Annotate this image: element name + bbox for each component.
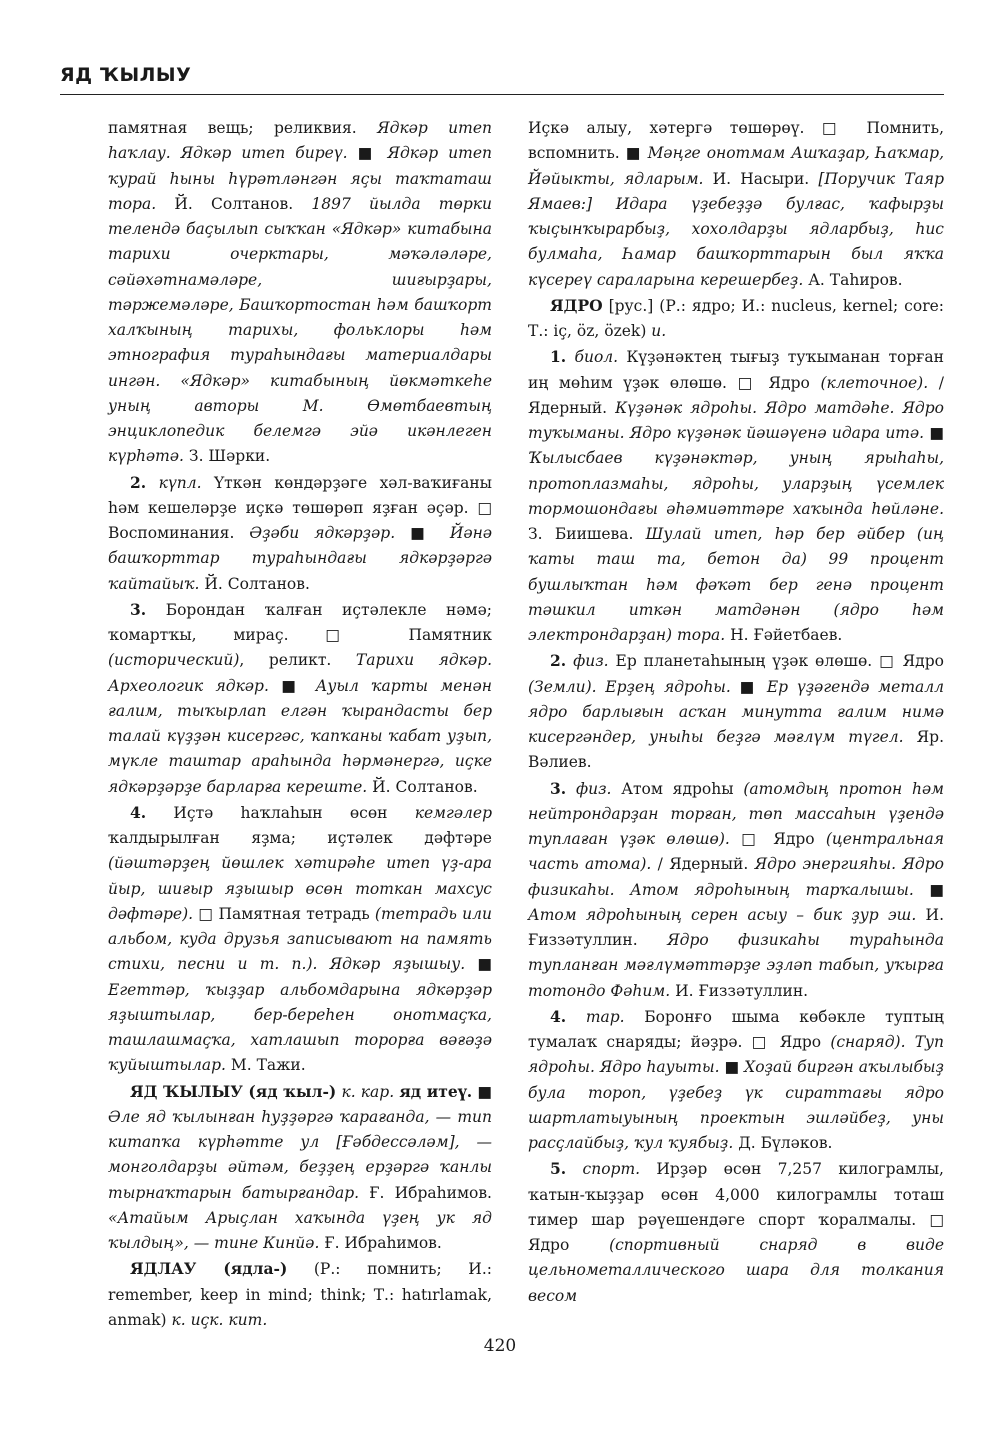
right-column: [528, 116, 944, 1309]
entry-paragraph: 3. Борондан ҡалған иҫтәлекле нәмә; ҡомартҡы, мираҫ. □ Памятник (исторический), реликт. Тарихи ядкәр. Археологик ядкәр. ■ Ауыл ҡарты менән ғалим, тыҡырлап елгән ҡырандасты бер талай күҙҙән кисергәс, ҡапҡаны ҡабат уҙып, мүкле таштар араһында һәрмәнергә, иҫке ядкәрҙәрҙе барларға кереште. Й. Солтанов.: [108, 599, 492, 796]
entry-paragraph: 1. биол. Күҙәнәктең тығыҙ туҡыманан торған иң мөһим үҙәк өлөшө. □ Ядро (клеточное). / Ядерный. Күҙәнәк ядроһы. Ядро матдәһе. Ядро туҡыманы. Ядро күҙәнәк йәшәүенә идара итә. ■ Ҡылысбаев күҙәнәктәр, уның ярыһаһы, протоплазмаһы, ядроһы, уларҙың үсемлек тормошондағы әһәмиәттәре хаҡында һөйләне. З. Биишева. Шулай итеп, һәр бер әйбер (иң ҡаты таш та, бетон да) 99 процент бушлыҡтан һәм фәҡәт бер генә процент тәшкил иткән матдәнән (ядро һәм электрондарҙан) тора. Н. Ғәйетбаев.: [528, 347, 944, 644]
entry-paragraph: ЯДРО [рус.] (Р.: ядро; И.: nucleus, kernel; core: Т.: iç, öz, özek) и.: [528, 295, 944, 340]
entry-paragraph: ЯД ҠЫЛЫУ (яд ҡыл-) к. кар. яд итеү. ■ Әле яд ҡылынған һуҙҙәргә ҡарағанда, — тип китапҡа күрһәтте ул [Ғәбдессәләм], — монголдарҙы әйтәм, беҙҙең ерҙәргә ҡанлы тырнаҡтарын батырғандар. Ғ. Ибраһимов. «Атайым Арыҫлан хаҡында үҙең ук яд ҡылдың», — тине Кинйә. Ғ. Ибраһимов.: [108, 1081, 492, 1252]
entry-paragraph: 5. спорт. Ирҙәр өсөн 7,257 килограмлы, ҡатын-ҡыҙҙар өсөн 4,000 килограмлы тоташ тимер шар рәүешендәге спорт ҡоралмалы. □ Ядро (спортивный снаряд в виде цельнометаллического шара для толкания весом: [528, 1159, 944, 1305]
running-header: [60, 58, 944, 95]
entry-paragraph: Иҫкә алыу, хәтергә төшөрөү. □ Помнить, вспомнить. ■ Мәңге онотмам Ашҡаҙар, Һаҡмар, Йәйыкты, ядларым. И. Насыри. [Поручик Таяр Ямаев:] Идара үҙебеҙҙә булғас, ҡафырҙы ҡыҫынҡырарбыҙ, хохолдарҙы ядларбыҙ, һис булмаһа, Һамар башҡорттарын был яҡҡа күсереү сараларына керешербеҙ. А. Таһиров.: [528, 119, 945, 289]
entry-paragraph: 2. күпл. Үткән көндәрҙәге хәл-ваҡиғаны һәм кешеләрҙе иҫкә төшөрөп яҙған әҫәр. □ Воспоминания. Әҙәби ядкәрҙәр. ■ Йәнә башҡорттар тураһындағы ядкәрҙәргә ҡайтайыҡ. Й. Солтанов.: [108, 472, 492, 593]
entry-paragraph: 3. физ. Атом ядроһы (атомдың протон һәм нейтрондарҙан торған, төп массаһын үҙендә туплаған үҙәк өлөшө). □ Ядро (центральная часть атома). / Ядерный. Ядро энергияһы. Ядро физикаһы. Атом ядроһының тарҡалышы. ■ Атом ядроһының серен асыу – бик ҙур эш. И. Ғиззәтуллин. Ядро физикаһы тураһында тупланған мәғлүмәттәрҙе эҙләп табып, уҡырға тотондо Фәһим. И. Ғиззәтуллин.: [528, 778, 945, 1000]
entry-paragraph: памятная вещь; реликвия. Ядкәр итеп һаҡлау. Ядкәр итеп биреү. ■ Ядкәр итеп ҡурай һыны һүрәтләнгән яҫы таҡтаташ тора. Й. Солтанов. 1897 йылда төрки телендә баҫылып сыҡҡан «Ядкәр» китабына тарихи очерктары, мәҡәләләре, сәйәхәтнамәләре, шиғырҙары, тәржемәләре, Башҡортостан һәм башҡорт халҡының тарихы, фольклоры һәм этнография тураһындағы материалдары ингән. «Ядкәр» китабының йөкмәткеһе уның авторы М. Өмөтбаевтың энциклопедик белемгә эйә икәнлеген күрһәтә. З. Шәрки.: [108, 119, 492, 466]
entry-paragraph: 4. Иҫтә һаҡлаһын өсөн кемгәлер ҡалдырылған яҙма; иҫтәлек дәфтәре (йәштәрҙең йөшлек хәтирәһе итеп үҙ-ара йыр, шиғыр яҙышыр өсөн тоткан махсус дәфтәре). □ Памятная тетрадь (тетрадь или альбом, куда друзья записывают на память стихи, песни и т. п.). Ядкәр яҙышыу. ■ Егеттәр, ҡыҙҙар альбомдарына ядкәрҙәр яҙыштылар, бер-береһен онотмаҫҡа, ташлашмаҫҡа, хатлашып торорға вәғәҙә ҡуйыштылар. М. Тажи.: [108, 802, 492, 1075]
header-title: ЯД ҠЫЛЫУ: [60, 64, 192, 86]
entry-paragraph: 2. физ. Ер планетаһының үҙәк өлөшө. □ Ядро (Земли). Ерҙең ядроһы. ■ Ер үҙәгендә металл ядро барлығын асҡан минутта ғалим нимә кисергәндер, уныһы беҙгә мәғлүм түгел. Яр. Вәлиев.: [528, 651, 944, 772]
entry-paragraph: ЯДЛАУ (ядла-) (Р.: помнить; И.: remember, keep in mind; think; Т.: hatırlamak, anmak) к. иҫк. кит.: [108, 1259, 492, 1329]
left-column: [108, 116, 492, 1333]
entry-paragraph: 4. тар. Боронғо шыма көбәкле туптың тумалаҡ снаряды; йәҙрә. □ Ядро (снаряд). Туп ядроһы. Ядро һауыты. ■ Хоҙай биргән аҡылыбыҙ була тороп, үҙебеҙ үк сираттағы ядро шартлатыуының проектын эшләйбеҙ, уны расҫлайбыҙ, ҡул ҡуябыҙ. Д. Бүләков.: [528, 1006, 945, 1152]
page-number: 420: [483, 1336, 517, 1356]
